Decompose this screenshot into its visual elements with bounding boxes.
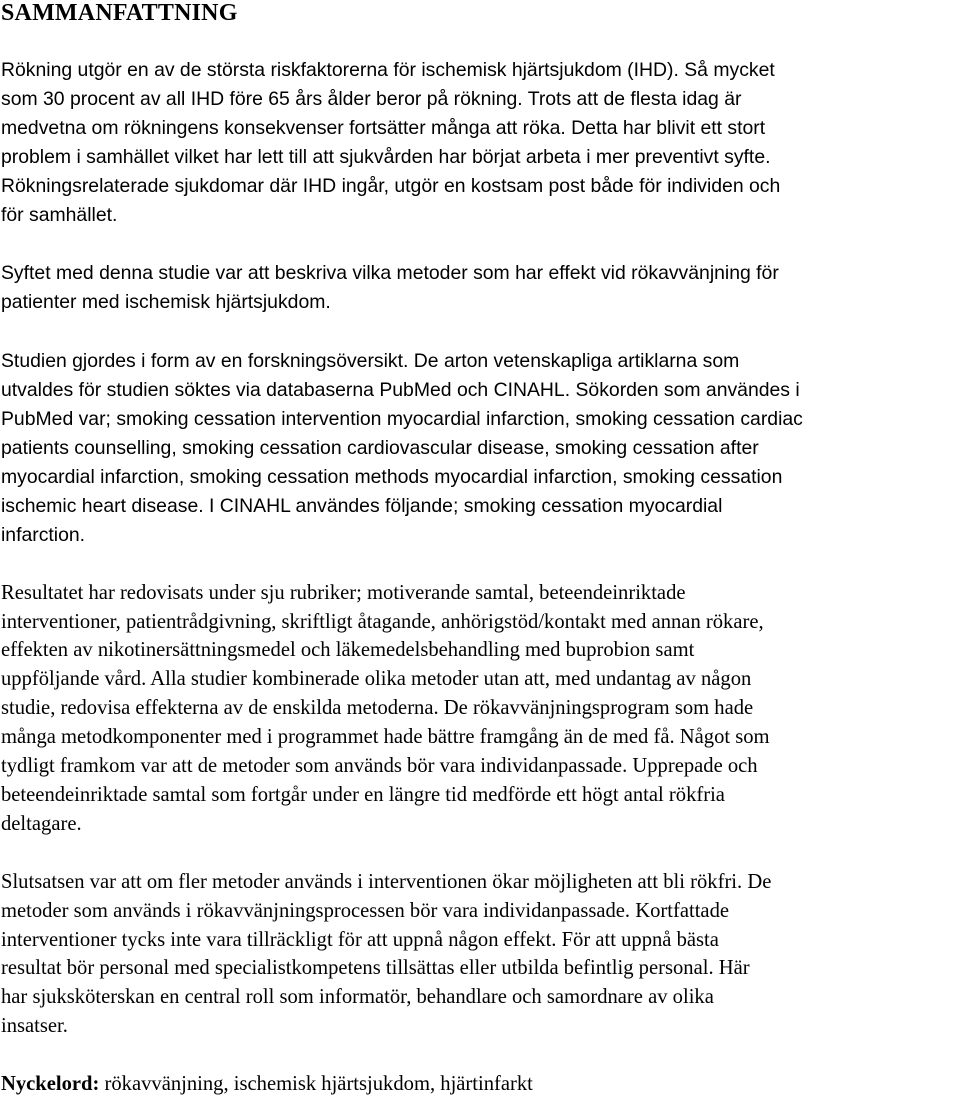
text-line: myocardial infarction, smoking cessation methods myocardial infarction, smoking cessation [1, 465, 783, 488]
text-line: metoder som används i rökavvänjningsprocessen bör vara individanpassade. Kortfattade [1, 899, 730, 922]
page-title: SAMMANFATTNING [1, 0, 238, 26]
paragraph-conclusion [1, 868, 960, 1041]
paragraph-results [1, 579, 960, 839]
text-line: insatser. [1, 1015, 68, 1038]
text-line: interventioner, patientrådgivning, skriftligt åtagande, anhörigstöd/kontakt med annan rökare, [1, 610, 764, 633]
text-line: Slutsatsen var att om fler metoder används i interventionen ökar möjligheten att bli rökfri. De [1, 870, 772, 893]
text-line: resultat bör personal med specialistkompetens tillsättas eller utbilda befintlig personal. Här [1, 957, 750, 980]
keywords-line [1, 1070, 960, 1099]
text-line: Rökning utgör en av de största riskfaktorerna för ischemisk hjärtsjukdom (IHD). Så mycket [1, 59, 775, 81]
paragraph-background [1, 56, 960, 229]
text-line: ischemic heart disease. I CINAHL användes följande; smoking cessation myocardial [1, 494, 723, 517]
text-line: tydligt framkom var att de metoder som används bör vara individanpassade. Upprepade och [1, 755, 758, 778]
text-line: Resultatet har redovisats under sju rubriker; motiverande samtal, beteendeinriktade [1, 581, 686, 604]
text-line: deltagare. [1, 812, 82, 835]
text-line: medvetna om rökningens konsekvenser fortsätter många att röka. Detta har blivit ett stort [1, 116, 766, 139]
text-line: för samhället. [1, 203, 118, 226]
keywords-label: Nyckelord: [1, 1073, 100, 1096]
text-line: utvaldes för studien söktes via databaserna PubMed och CINAHL. Sökorden som användes i [1, 379, 800, 402]
text-line: har sjuksköterskan en central roll som informatör, behandlare och samordnare av olika [1, 986, 714, 1009]
text-line: som 30 procent av all IHD före 65 års ålder beror på rökning. Trots att de flesta idag är [1, 87, 742, 110]
text-line: patienter med ischemisk hjärtsjukdom. [1, 291, 331, 314]
paragraph-aim [1, 259, 960, 317]
text-line: problem i samhället vilket har lett till att sjukvården har börjat arbeta i mer preventivt syfte. [1, 145, 771, 168]
text-line: många metodkomponenter med i programmet hade bättre framgång än de med få. Något som [1, 726, 770, 749]
text-line: Studien gjordes i form av en forskningsöversikt. De arton vetenskapliga artiklarna som [1, 350, 740, 373]
text-line: patients counselling, smoking cessation cardiovascular disease, smoking cessation after [1, 436, 759, 459]
text-line: infarction. [1, 523, 86, 546]
text-line: Syftet med denna studie var att beskriva vilka metoder som har effekt vid rökavvänjning för [1, 262, 779, 285]
text-line: uppföljande vård. Alla studier kombinerade olika metoder utan att, med undantag av någon [1, 668, 752, 691]
text-line: effekten av nikotinersättningsmedel och läkemedelsbehandling med buprobion samt [1, 639, 695, 662]
text-line: PubMed var; smoking cessation intervention myocardial infarction, smoking cessation cardiac [1, 408, 803, 431]
paragraph-method [1, 347, 960, 549]
keywords-text: rökavvänjning, ischemisk hjärtsjukdom, hjärtinfarkt [99, 1073, 533, 1096]
text-line: studie, redovisa effekterna av de enskilda metoderna. De rökavvänjningsprogram som hade [1, 697, 754, 720]
text-line: interventioner tycks inte vara tillräckligt för att uppnå någon effekt. För att uppnå bästa [1, 928, 719, 951]
text-line: beteendeinriktade samtal som fortgår under en längre tid medförde ett högt antal rökfria [1, 783, 725, 806]
text-line: Rökningsrelaterade sjukdomar där IHD ingår, utgör en kostsam post både för individen och [1, 174, 781, 197]
